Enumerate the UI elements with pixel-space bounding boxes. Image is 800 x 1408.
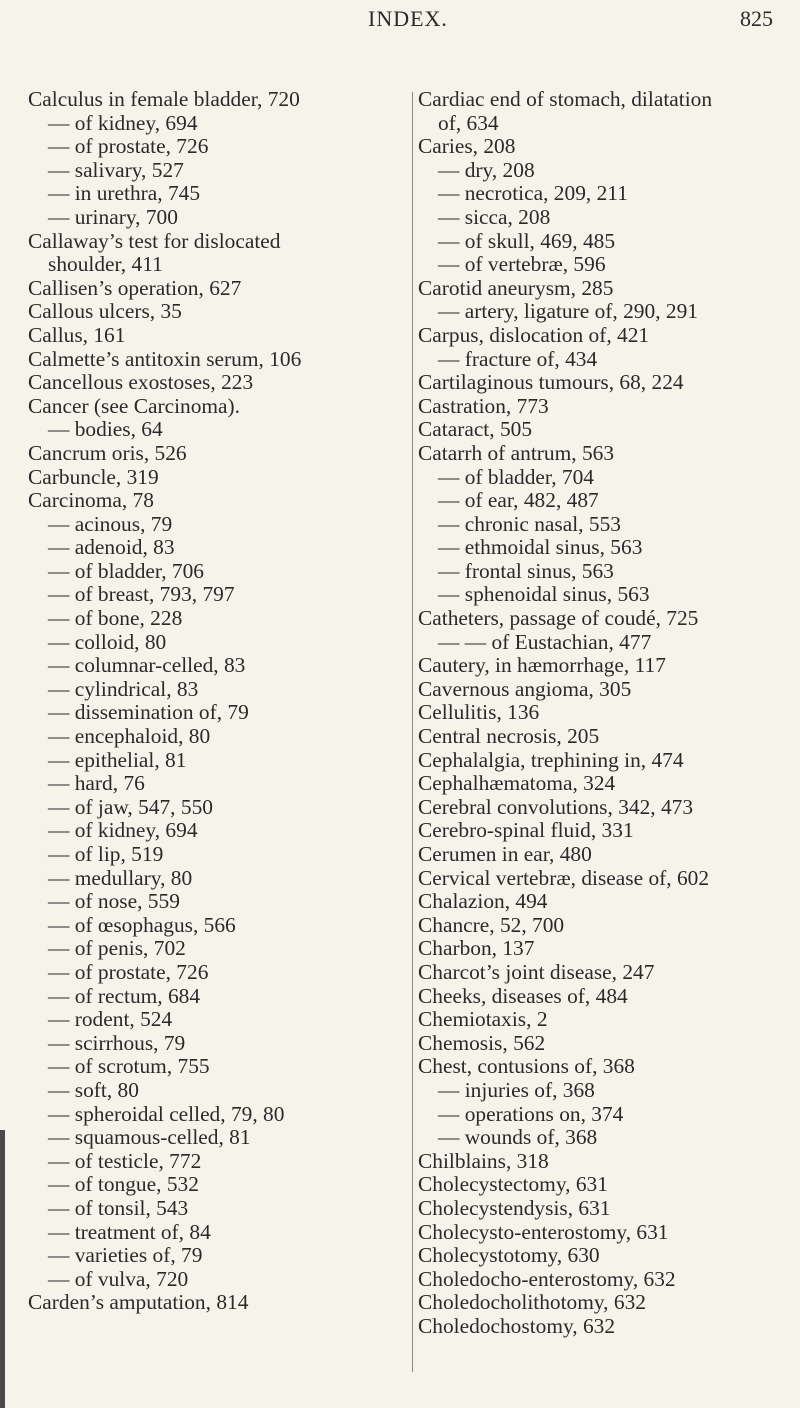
index-entry-continuation: of, 634 <box>438 110 499 135</box>
index-entry: Cardiac end of stomach, dilatation <box>418 87 713 111</box>
index-entry: Choledocho-enterostomy, 632 <box>418 1266 676 1291</box>
index-subentry: — — of Eustachian, 477 <box>438 629 652 654</box>
index-subentry: — treatment of, 84 <box>48 1219 211 1244</box>
index-subentry: — soft, 80 <box>48 1077 139 1102</box>
index-entry: Charcot’s joint disease, 247 <box>418 959 655 984</box>
index-subentry: — sicca, 208 <box>438 204 551 229</box>
index-subentry: — of rectum, 684 <box>48 983 201 1008</box>
index-entry: Cataract, 505 <box>418 417 533 442</box>
index-subentry: — of kidney, 694 <box>48 818 198 843</box>
index-subentry: — salivary, 527 <box>48 157 184 182</box>
index-entry: Cerumen in ear, 480 <box>418 842 592 866</box>
index-subentry: — of vertebræ, 596 <box>438 252 606 277</box>
index-entry: Catheters, passage of coudé, 725 <box>418 606 699 631</box>
index-subentry: — of testicle, 772 <box>48 1148 202 1173</box>
index-entry: Chemosis, 562 <box>418 1030 546 1055</box>
index-subentry: — dissemination of, 79 <box>48 700 249 725</box>
index-entry: Cervical vertebræ, disease of, 602 <box>418 865 710 890</box>
index-subentry: — of tonsil, 543 <box>48 1195 189 1220</box>
index-subentry: — of ear, 482, 487 <box>438 488 599 513</box>
index-subentry: — necrotica, 209, 211 <box>438 181 628 206</box>
index-entry: Cholecysto-enterostomy, 631 <box>418 1219 669 1244</box>
index-entry: Central necrosis, 205 <box>418 724 600 749</box>
index-subentry: — of nose, 559 <box>48 889 180 914</box>
index-entry: Cancer (see Carcinoma). <box>28 393 241 418</box>
index-entry: Cholecystendysis, 631 <box>418 1195 611 1220</box>
index-subentry: — urinary, 700 <box>48 204 178 229</box>
index-entry: Cephalhæmatoma, 324 <box>418 771 616 796</box>
index-subentry: — spheroidal celled, 79, 80 <box>48 1101 285 1126</box>
index-entry: Charbon, 137 <box>418 936 535 961</box>
index-subentry: — of skull, 469, 485 <box>438 228 616 253</box>
index-subentry: — rodent, 524 <box>48 1007 173 1032</box>
index-entry: Carden’s amputation, 814 <box>28 1290 249 1315</box>
index-entry: Callous ulcers, 35 <box>28 299 182 324</box>
index-column-right <box>418 88 793 1338</box>
index-entry: Callus, 161 <box>28 322 126 347</box>
index-entry: Chalazion, 494 <box>418 889 548 914</box>
index-entry: Cephalalgia, trephining in, 474 <box>418 747 684 772</box>
index-subentry: — dry, 208 <box>438 157 535 182</box>
index-entry: Choledocholithotomy, 632 <box>418 1290 646 1315</box>
index-subentry: — of bladder, 706 <box>48 558 204 583</box>
index-entry: Callaway’s test for dislocated <box>28 228 281 253</box>
index-subentry: — of œsophagus, 566 <box>48 912 236 937</box>
index-subentry: — epithelial, 81 <box>48 747 187 772</box>
index-subentry: — of prostate, 726 <box>48 959 209 984</box>
index-subentry: — of scrotum, 755 <box>48 1054 210 1079</box>
index-entry: Cholecystotomy, 630 <box>418 1243 600 1268</box>
index-entry: Cholecystectomy, 631 <box>418 1172 608 1197</box>
index-entry: Cerebro-spinal fluid, 331 <box>418 818 634 843</box>
index-subentry: — of kidney, 694 <box>48 110 198 135</box>
index-subentry: — squamous-celled, 81 <box>48 1125 251 1150</box>
index-subentry: — of bone, 228 <box>48 606 183 631</box>
index-entry: Carpus, dislocation of, 421 <box>418 322 650 347</box>
index-subentry: — colloid, 80 <box>48 629 167 654</box>
index-entry: Cancellous exostoses, 223 <box>28 370 254 395</box>
index-entry: Callisen’s operation, 627 <box>28 275 242 300</box>
index-entry: Chemiotaxis, 2 <box>418 1007 548 1032</box>
index-entry: Calmette’s antitoxin serum, 106 <box>28 346 302 371</box>
index-subentry: — cylindrical, 83 <box>48 676 199 701</box>
page-header <box>0 4 800 44</box>
page-edge-shadow <box>0 1130 5 1408</box>
index-entry: Carotid aneurysm, 285 <box>418 275 614 300</box>
running-title: INDEX. <box>368 6 448 31</box>
index-subentry: — operations on, 374 <box>438 1101 624 1126</box>
index-entry: Chilblains, 318 <box>418 1148 549 1173</box>
page-number: 825 <box>740 6 773 31</box>
index-entry: Castration, 773 <box>418 393 549 418</box>
index-entry: Carcinoma, 78 <box>28 488 154 513</box>
index-subentry: — acinous, 79 <box>48 511 173 536</box>
index-entry: Chancre, 52, 700 <box>418 912 565 937</box>
index-subentry: — of tongue, 532 <box>48 1172 199 1197</box>
index-entry: Carbuncle, 319 <box>28 464 159 489</box>
index-entry: Cartilaginous tumours, 68, 224 <box>418 370 684 395</box>
index-subentry: — of bladder, 704 <box>438 464 594 489</box>
index-entry: Cerebral convolutions, 342, 473 <box>418 794 694 819</box>
index-subentry: — in urethra, 745 <box>48 181 201 206</box>
index-subentry: — of breast, 793, 797 <box>48 582 235 607</box>
index-subentry: — medullary, 80 <box>48 865 193 890</box>
index-entry: Calculus in female bladder, 720 <box>28 87 300 111</box>
column-divider <box>412 92 413 1372</box>
index-subentry: — bodies, 64 <box>48 417 163 442</box>
index-entry: Cellulitis, 136 <box>418 700 540 725</box>
index-subentry: — adenoid, 83 <box>48 535 175 560</box>
index-subentry: — hard, 76 <box>48 771 145 796</box>
index-entry: Cancrum oris, 526 <box>28 440 187 465</box>
index-subentry: — varieties of, 79 <box>48 1243 203 1268</box>
index-subentry: — of jaw, 547, 550 <box>48 794 213 819</box>
index-subentry: — encephaloid, 80 <box>48 724 211 749</box>
index-subentry: — of penis, 702 <box>48 936 186 961</box>
index-entry-continuation: shoulder, 411 <box>48 252 163 277</box>
index-entry: Caries, 208 <box>418 134 516 159</box>
index-subentry: — of vulva, 720 <box>48 1266 189 1291</box>
index-subentry: — of lip, 519 <box>48 842 164 866</box>
index-subentry: — fracture of, 434 <box>438 346 598 371</box>
index-subentry: — scirrhous, 79 <box>48 1030 186 1055</box>
index-subentry: — wounds of, 368 <box>438 1125 598 1150</box>
index-entry: Chest, contusions of, 368 <box>418 1054 635 1079</box>
index-subentry: — columnar-celled, 83 <box>48 653 246 678</box>
index-column-left <box>28 88 408 1315</box>
index-entry: Choledochostomy, 632 <box>418 1313 616 1338</box>
index-subentry: — chronic nasal, 553 <box>438 511 621 536</box>
index-entry: Cheeks, diseases of, 484 <box>418 983 628 1008</box>
index-entry: Catarrh of antrum, 563 <box>418 440 615 465</box>
index-entry: Cavernous angioma, 305 <box>418 676 632 701</box>
index-subentry: — injuries of, 368 <box>438 1077 595 1102</box>
index-entry: Cautery, in hæmorrhage, 117 <box>418 653 666 678</box>
index-subentry: — frontal sinus, 563 <box>438 558 614 583</box>
index-subentry: — sphenoidal sinus, 563 <box>438 582 650 607</box>
index-subentry: — of prostate, 726 <box>48 134 209 159</box>
index-subentry: — ethmoidal sinus, 563 <box>438 535 643 560</box>
index-subentry: — artery, ligature of, 290, 291 <box>438 299 698 324</box>
